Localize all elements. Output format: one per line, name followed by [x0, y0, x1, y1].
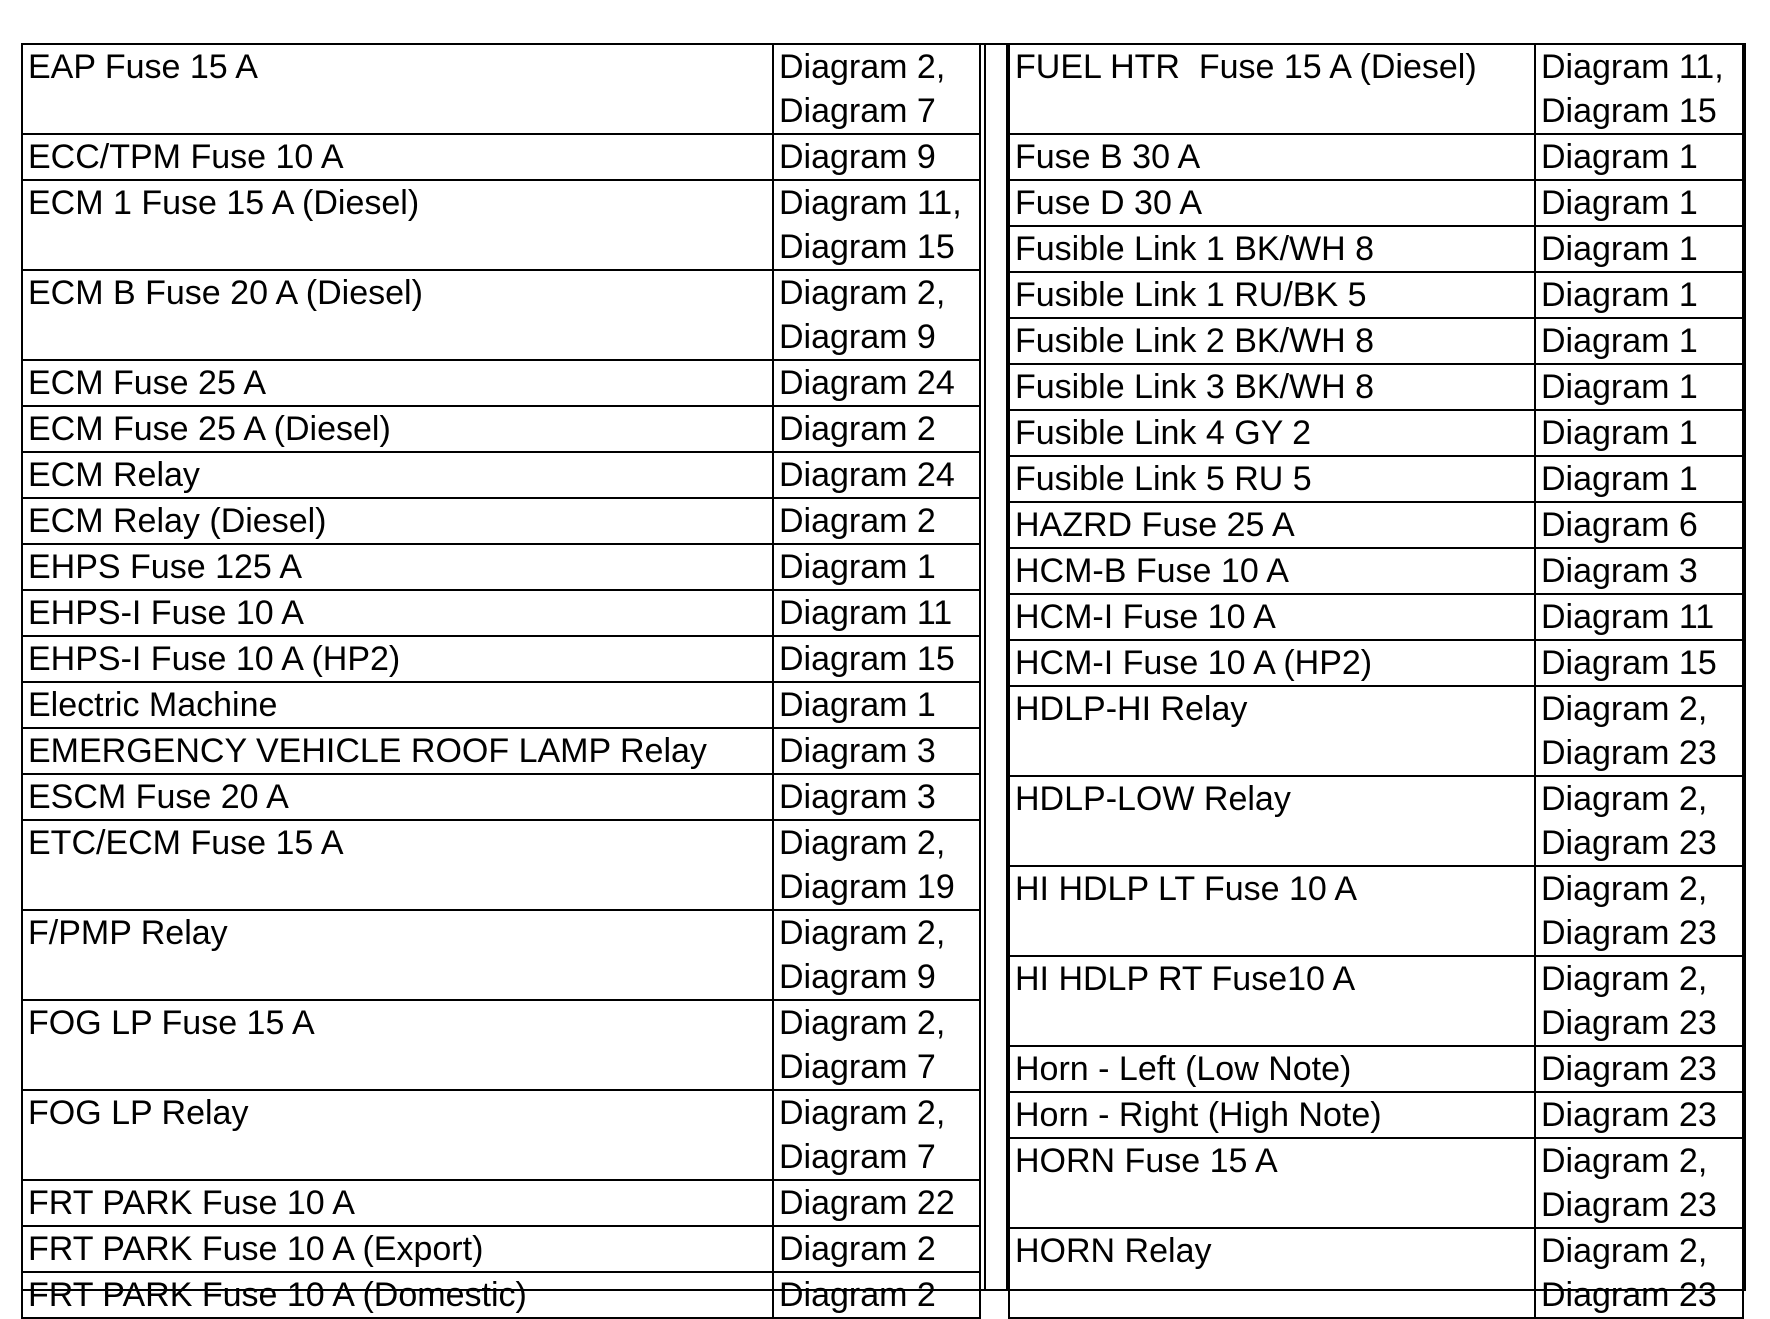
diagram-ref[interactable]: Diagram 7	[779, 1048, 936, 1086]
component-name: HI HDLP RT Fuse10 A	[1009, 956, 1535, 1046]
diagram-refs	[1535, 502, 1743, 548]
component-name: Fusible Link 5 RU 5	[1009, 456, 1535, 502]
component-name: ECC/TPM Fuse 10 A	[22, 134, 773, 180]
diagram-refs	[1535, 1092, 1743, 1138]
table-row	[1009, 410, 1743, 456]
diagram-ref[interactable]: Diagram 7	[779, 1138, 936, 1176]
diagram-ref[interactable]: Diagram 2,	[779, 914, 946, 952]
table-row	[1009, 1228, 1743, 1318]
table-row	[22, 774, 980, 820]
diagram-refs	[773, 910, 980, 1000]
table-row	[1009, 956, 1743, 1046]
component-name: Fusible Link 4 GY 2	[1009, 410, 1535, 456]
table-row	[1009, 686, 1743, 776]
component-name: ECM Fuse 25 A	[22, 360, 773, 406]
diagram-ref[interactable]: Diagram 3	[779, 778, 936, 816]
table-row	[22, 728, 980, 774]
diagram-ref[interactable]: Diagram 11	[779, 594, 953, 632]
table-row	[1009, 548, 1743, 594]
diagram-ref[interactable]: Diagram 24	[779, 456, 955, 494]
table-row	[22, 1272, 980, 1318]
diagram-ref[interactable]: Diagram 3	[779, 732, 936, 770]
table-row	[1009, 1046, 1743, 1092]
diagram-ref[interactable]: Diagram 2,	[779, 48, 946, 86]
component-name: FUEL HTR Fuse 15 A (Diesel)	[1009, 44, 1535, 134]
component-name: FRT PARK Fuse 10 A	[22, 1180, 773, 1226]
diagram-refs	[1535, 1138, 1743, 1228]
diagram-refs	[773, 1090, 980, 1180]
diagram-ref[interactable]: Diagram 1	[779, 548, 936, 586]
diagram-refs	[773, 1226, 980, 1272]
diagram-refs	[1535, 594, 1743, 640]
diagram-ref[interactable]: Diagram 7	[779, 92, 936, 130]
component-name: F/PMP Relay	[22, 910, 773, 1000]
diagram-ref[interactable]: Diagram 2,	[779, 824, 946, 862]
diagram-refs	[773, 270, 980, 360]
table-row	[22, 636, 980, 682]
diagram-ref[interactable]: Diagram 2,	[779, 1094, 946, 1132]
table-row	[1009, 1138, 1743, 1228]
table-row	[1009, 318, 1743, 364]
table-row	[22, 682, 980, 728]
component-name: ECM Relay (Diesel)	[22, 498, 773, 544]
component-name: FOG LP Relay	[22, 1090, 773, 1180]
component-name: HORN Relay	[1009, 1228, 1535, 1318]
table-row	[22, 406, 980, 452]
component-name: ECM B Fuse 20 A (Diesel)	[22, 270, 773, 360]
table-row	[22, 452, 980, 498]
diagram-refs	[773, 820, 980, 910]
diagram-refs	[1535, 1228, 1743, 1318]
diagram-refs	[773, 544, 980, 590]
component-name: Fusible Link 2 BK/WH 8	[1009, 318, 1535, 364]
diagram-refs	[1535, 456, 1743, 502]
table-row	[1009, 640, 1743, 686]
component-name: FOG LP Fuse 15 A	[22, 1000, 773, 1090]
diagram-ref[interactable]: Diagram 9	[779, 318, 936, 356]
diagram-refs	[1535, 134, 1743, 180]
diagram-refs	[1535, 1046, 1743, 1092]
diagram-ref[interactable]: Diagram 2	[779, 1276, 936, 1314]
diagram-refs	[773, 774, 980, 820]
diagram-ref[interactable]: Diagram 23	[1541, 1004, 1717, 1042]
component-name: FRT PARK Fuse 10 A (Domestic)	[22, 1272, 773, 1318]
column-gutter	[984, 43, 1008, 1291]
diagram-refs	[773, 406, 980, 452]
component-name: EAP Fuse 15 A	[22, 44, 773, 134]
table-row	[22, 1000, 980, 1090]
left-index-table	[21, 43, 981, 1319]
table-row	[1009, 594, 1743, 640]
component-name: HCM-B Fuse 10 A	[1009, 548, 1535, 594]
diagram-ref[interactable]: Diagram 19	[779, 868, 955, 906]
component-name: EHPS-I Fuse 10 A (HP2)	[22, 636, 773, 682]
table-row	[1009, 44, 1743, 134]
diagram-ref[interactable]: Diagram 2,	[1541, 960, 1708, 998]
diagram-refs	[1535, 44, 1743, 134]
table-row	[22, 1226, 980, 1272]
diagram-ref[interactable]: Diagram 1	[779, 686, 936, 724]
diagram-ref[interactable]: Diagram 1	[1541, 184, 1698, 222]
component-name: HDLP-LOW Relay	[1009, 776, 1535, 866]
table-row	[1009, 866, 1743, 956]
diagram-ref[interactable]: Diagram 2,	[779, 1004, 946, 1042]
diagram-ref[interactable]: Diagram 2,	[1541, 870, 1708, 908]
component-name: HAZRD Fuse 25 A	[1009, 502, 1535, 548]
table-row	[1009, 456, 1743, 502]
diagram-refs	[1535, 956, 1743, 1046]
diagram-ref[interactable]: Diagram 15	[779, 640, 955, 678]
diagram-ref[interactable]: Diagram 15	[1541, 644, 1717, 682]
diagram-ref[interactable]: Diagram 1	[1541, 460, 1698, 498]
diagram-ref[interactable]: Diagram 9	[779, 958, 936, 996]
table-row	[22, 134, 980, 180]
diagram-refs	[773, 134, 980, 180]
table-row	[22, 44, 980, 134]
diagram-ref[interactable]: Diagram 23	[1541, 1276, 1717, 1314]
component-name: HCM-I Fuse 10 A (HP2)	[1009, 640, 1535, 686]
component-name: HORN Fuse 15 A	[1009, 1138, 1535, 1228]
diagram-refs	[773, 728, 980, 774]
table-row	[22, 1090, 980, 1180]
diagram-ref[interactable]: Diagram 1	[1541, 138, 1698, 176]
component-name: Fuse D 30 A	[1009, 180, 1535, 226]
diagram-refs	[773, 498, 980, 544]
component-name: EHPS Fuse 125 A	[22, 544, 773, 590]
diagram-ref[interactable]: Diagram 23	[1541, 734, 1717, 772]
diagram-ref[interactable]: Diagram 2,	[779, 274, 946, 312]
diagram-ref[interactable]: Diagram 1	[1541, 276, 1698, 314]
diagram-refs	[773, 1180, 980, 1226]
diagram-refs	[1535, 548, 1743, 594]
component-name: Fusible Link 1 BK/WH 8	[1009, 226, 1535, 272]
diagram-refs	[773, 452, 980, 498]
diagram-ref[interactable]: Diagram 11,	[1541, 48, 1724, 86]
diagram-ref[interactable]: Diagram 2,	[1541, 780, 1708, 818]
component-name: EMERGENCY VEHICLE ROOF LAMP Relay	[22, 728, 773, 774]
component-name: ECM Relay	[22, 452, 773, 498]
diagram-ref[interactable]: Diagram 1	[1541, 322, 1698, 360]
table-row	[1009, 226, 1743, 272]
component-name: Fusible Link 1 RU/BK 5	[1009, 272, 1535, 318]
diagram-ref[interactable]: Diagram 23	[1541, 1096, 1717, 1134]
diagram-refs	[1535, 410, 1743, 456]
index-sheet	[21, 43, 1746, 1314]
right-index-table	[1008, 43, 1744, 1319]
diagram-refs	[773, 180, 980, 270]
diagram-ref[interactable]: Diagram 15	[1541, 92, 1717, 130]
diagram-refs	[1535, 318, 1743, 364]
table-row	[22, 544, 980, 590]
component-name: HDLP-HI Relay	[1009, 686, 1535, 776]
diagram-ref[interactable]: Diagram 23	[1541, 1050, 1717, 1088]
diagram-ref[interactable]: Diagram 2	[779, 410, 936, 448]
diagram-ref[interactable]: Diagram 2,	[1541, 1142, 1708, 1180]
table-row	[22, 1180, 980, 1226]
table-row	[22, 820, 980, 910]
diagram-refs	[773, 360, 980, 406]
diagram-ref[interactable]: Diagram 2	[779, 502, 936, 540]
component-name: FRT PARK Fuse 10 A (Export)	[22, 1226, 773, 1272]
component-name: Fusible Link 3 BK/WH 8	[1009, 364, 1535, 410]
diagram-refs	[773, 636, 980, 682]
diagram-refs	[1535, 640, 1743, 686]
diagram-ref[interactable]: Diagram 2	[779, 1230, 936, 1268]
diagram-ref[interactable]: Diagram 15	[779, 228, 955, 266]
table-row	[1009, 776, 1743, 866]
diagram-ref[interactable]: Diagram 2,	[1541, 1232, 1708, 1270]
table-row	[22, 910, 980, 1000]
diagram-refs	[1535, 866, 1743, 956]
table-row	[1009, 180, 1743, 226]
diagram-ref[interactable]: Diagram 23	[1541, 824, 1717, 862]
left-index-body	[22, 44, 980, 1318]
diagram-refs	[1535, 272, 1743, 318]
diagram-refs	[1535, 180, 1743, 226]
diagram-refs	[773, 682, 980, 728]
component-name: ECM Fuse 25 A (Diesel)	[22, 406, 773, 452]
component-name: HCM-I Fuse 10 A	[1009, 594, 1535, 640]
component-name: Electric Machine	[22, 682, 773, 728]
table-row	[1009, 364, 1743, 410]
diagram-ref[interactable]: Diagram 6	[1541, 506, 1698, 544]
diagram-ref[interactable]: Diagram 1	[1541, 414, 1698, 452]
table-row	[22, 590, 980, 636]
diagram-ref[interactable]: Diagram 3	[1541, 552, 1698, 590]
diagram-ref[interactable]: Diagram 23	[1541, 914, 1717, 952]
table-row	[1009, 1092, 1743, 1138]
component-name: Fuse B 30 A	[1009, 134, 1535, 180]
diagram-ref[interactable]: Diagram 1	[1541, 368, 1698, 406]
diagram-refs	[773, 1272, 980, 1318]
diagram-refs	[773, 44, 980, 134]
component-name: HI HDLP LT Fuse 10 A	[1009, 866, 1535, 956]
right-index-body	[1009, 44, 1743, 1318]
diagram-ref[interactable]: Diagram 9	[779, 138, 936, 176]
diagram-refs	[773, 590, 980, 636]
diagram-ref[interactable]: Diagram 1	[1541, 230, 1698, 268]
diagram-ref[interactable]: Diagram 23	[1541, 1186, 1717, 1224]
table-row	[22, 360, 980, 406]
table-row	[1009, 272, 1743, 318]
diagram-ref[interactable]: Diagram 11,	[779, 184, 962, 222]
diagram-ref[interactable]: Diagram 2,	[1541, 690, 1708, 728]
diagram-refs	[1535, 686, 1743, 776]
table-row	[22, 180, 980, 270]
component-name: ECM 1 Fuse 15 A (Diesel)	[22, 180, 773, 270]
table-row	[1009, 502, 1743, 548]
diagram-refs	[1535, 776, 1743, 866]
component-name: Horn - Right (High Note)	[1009, 1092, 1535, 1138]
diagram-ref[interactable]: Diagram 22	[779, 1184, 955, 1222]
table-row	[1009, 134, 1743, 180]
component-name: Horn - Left (Low Note)	[1009, 1046, 1535, 1092]
diagram-ref[interactable]: Diagram 24	[779, 364, 955, 402]
component-name: ETC/ECM Fuse 15 A	[22, 820, 773, 910]
diagram-refs	[773, 1000, 980, 1090]
component-name: ESCM Fuse 20 A	[22, 774, 773, 820]
diagram-ref[interactable]: Diagram 11	[1541, 598, 1715, 636]
table-row	[22, 270, 980, 360]
diagram-refs	[1535, 364, 1743, 410]
diagram-refs	[1535, 226, 1743, 272]
component-name: EHPS-I Fuse 10 A	[22, 590, 773, 636]
table-row	[22, 498, 980, 544]
